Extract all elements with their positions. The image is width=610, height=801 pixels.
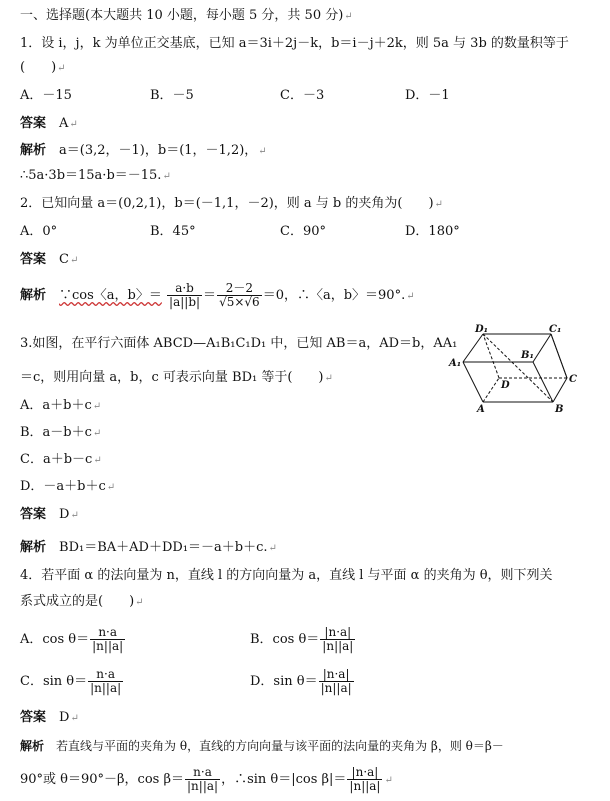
q1-analysis-1: 解析 a＝(3,2，－1)，b＝(1，－1,2)，↵ <box>20 143 267 158</box>
q2-stem: 2．已知向量 a＝(0,2,1)，b＝(－1,1，－2)，则 a 与 b 的夹角为( )↵ <box>20 196 443 211</box>
fig-label-C1: C₁ <box>549 324 562 335</box>
q1-analysis-2: ∴5a·3b＝15a·b＝－15.↵ <box>20 168 171 183</box>
q2-answer: 答案 C↵ <box>20 252 79 267</box>
q1-option-c: C．－3 <box>280 88 325 103</box>
q1-stem-line2: ( )↵ <box>20 60 66 75</box>
q3-option-a: A．a＋b＋c↵ <box>20 398 102 413</box>
q2-option-a: A．0° <box>20 224 58 239</box>
q3-stem-line1: 3.如图，在平行六面体 ABCD—A₁B₁C₁D₁ 中，已知 AB＝a，AD＝b，AA₁ <box>20 336 458 351</box>
fig-label-B: B <box>555 404 564 414</box>
q3-stem-line2: ＝c，则用向量 a，b，c 可表示向量 BD₁ 等于( )↵ <box>20 370 333 385</box>
q4-analysis-2: 90°或 θ＝90°－β，cos β＝ $\frac{n\cdot a}{|n||a|}$ ，∴sin θ＝|cos β|＝ $\frac{|n\cdot a|}{|n||a|}$ ↵ <box>20 765 393 793</box>
q4-option-b: B．cos θ＝ $\frac{|n\cdot a|}{|n||a|}$ <box>250 625 354 653</box>
q1-option-a: A．－15 <box>20 88 72 103</box>
q2-frac-1: $\frac{a\cdot b}{|a||b|}$ <box>169 281 201 309</box>
q1-stem-line1: 1．设 i，j，k 为单位正交基底，已知 a＝3i＋2j－k，b＝i－j＋2k，则 5a 与 3b 的数量积等于 <box>20 36 569 51</box>
q4-stem-line1: 4．若平面 α 的法向量为 n，直线 l 的方向向量为 a，直线 l 与平面 α 的夹角为 θ，则下列关 <box>20 568 553 583</box>
q3-option-d: D．－a＋b＋c↵ <box>20 479 116 494</box>
fig-label-B1: B₁ <box>521 350 534 361</box>
fig-label-A: A <box>477 404 485 414</box>
q3-answer: 答案 D↵ <box>20 507 79 522</box>
q2-option-c: C．90° <box>280 224 326 239</box>
q3-option-c: C．a＋b－c↵ <box>20 452 102 467</box>
q2-option-d: D．180° <box>405 224 460 239</box>
q4-option-c: C．sin θ＝ $\frac{n\cdot a}{|n||a|}$ <box>20 667 122 695</box>
q1-option-d: D．－1 <box>405 88 450 103</box>
q4-answer: 答案 D↵ <box>20 710 79 725</box>
q1-option-b: B．－5 <box>150 88 194 103</box>
q1-answer: 答案 A↵ <box>20 116 78 131</box>
fig-label-D1: D₁ <box>475 324 489 335</box>
q2-frac-2: $\frac{2-2}{√5\times√6}$ <box>219 281 260 309</box>
q4-stem-line2: 系式成立的是( )↵ <box>20 594 144 609</box>
q4-option-a: A．cos θ＝ $\frac{n\cdot a}{|n||a|}$ <box>20 625 124 653</box>
fig-label-C: C <box>569 374 577 385</box>
fig-label-A1: A₁ <box>449 358 462 369</box>
parallelepiped-figure <box>445 322 595 414</box>
q4-option-d: D．sin θ＝ $\frac{|n\cdot a|}{|n||a|}$ <box>250 667 352 695</box>
q3-analysis: 解析 BD₁＝BA＋AD＋DD₁＝－a＋b＋c.↵ <box>20 540 277 555</box>
q2-option-b: B．45° <box>150 224 196 239</box>
section-header: 一、选择题(本大题共 10 小题，每小题 5 分，共 50 分)↵ <box>20 8 353 23</box>
q2-analysis: 解析 ∵cos〈a，b〉＝ $\frac{a\cdot b}{|a||b|}$ ＝ $\frac{2-2}{√5\times√6}$ ＝0，∴〈a，b〉＝90°.↵ <box>20 281 415 309</box>
fig-label-D: D <box>501 380 510 391</box>
q3-option-b: B．a－b＋c↵ <box>20 425 102 440</box>
q4-analysis-1: 解析 若直线与平面的夹角为 θ，直线的方向向量与该平面的法向量的夹角为 β，则 θ＝β－ <box>20 739 504 753</box>
